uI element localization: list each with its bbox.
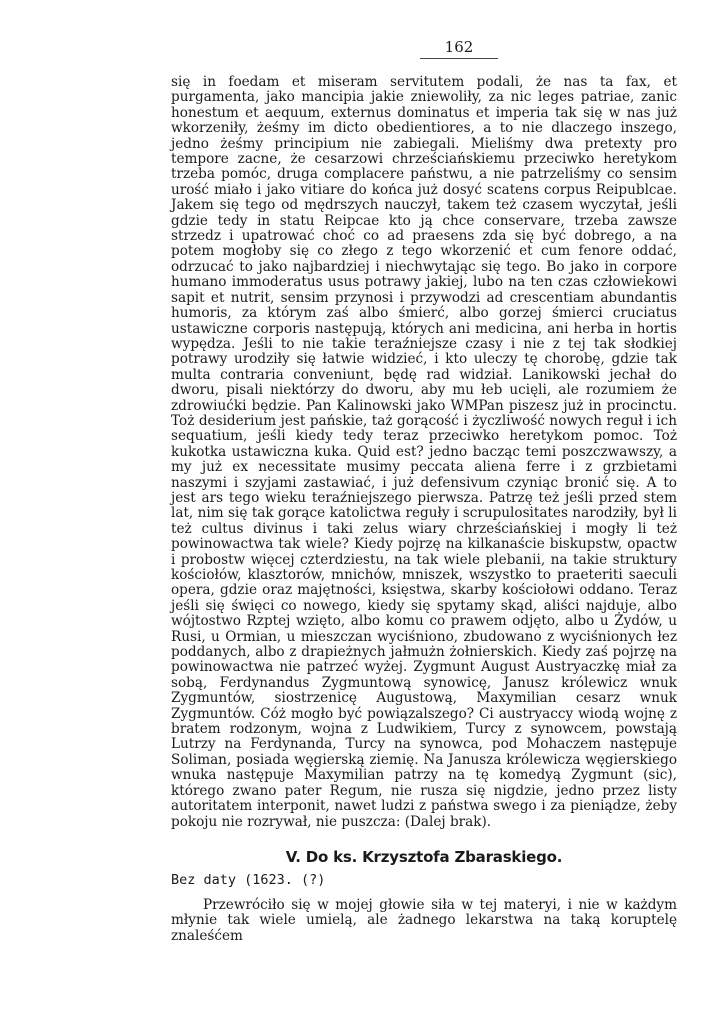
section-heading: V. Do ks. Krzysztofa Zbaraskiego.	[285, 847, 563, 866]
letter-paragraph-continued: się in foedam et miseram servitutem podali, że nas ta fax, et purgamenta, jako mancipia jakie zniewoliły, za nic leges patriae, zanic honestum et aequum, externus dominatus et imperia tak się w nas już wkorzeniły, żeśmy im dicto obedientiores, a to nie dlaczego inszego, jedno żeśmy principium nie zabiegali. Mieliśmy dwa pretexty pro tempore zacne, że cesarzowi chrześciańskiemu przeciwko heretykom trzeba pomóc, druga complacere państwu, a nie patrzeliśmy co sensim urość miało i jako vitiare do końca już dosyć scatens corpus Reipublcae. Jakem się tego od mędrszych nauczył, takem też czasem wyczytał, jeśli gdzie tedy in statu Reipcae kto ją chce conservare, trzeba zawsze strzedz i upatrować choć co ad praesens zda się być dobrego, a na potem mogłoby się co złego z tego wkorzenić et cum fenore oddać, odrzucać to jako najbardziej i niechwytając się tego. Bo jako in corpore humano immoderatus usus potrawy jakiej, lubo na ten czas człowiekowi sapit et nutrit, sensim przynosi i przywodzi ad crescentiam abundantis humoris, za którym zaś albo śmierć, albo gorzej śmierci cruciatus ustawiczne corporis następują, których ani medicina, ani herba in hortis wypędza. Jeśli to nie takie teraźniejsze czasy i nie z tej tak słodkiej potrawy urodziły się łatwie widzieć, i kto uleczy tę chorobę, gdzie tak multa contraria conveniunt, będę rad widział. Lanikowski jechał do dworu, pisali niektórzy do dworu, aby mu łeb ucięli, ale rozumiem że zdrowiućki będzie. Pan Kalinowski jako WMPan piszesz już in procinctu. Toż desiderium jest pańskie, taż gorącość i życzliwość nowych reguł i ich sequatium, jeśli kiedy tedy teraz przeciwko heretykom pomoc. Toż kukotka ustawiczna kuka. Quid est? jedno bacząc temi poszczwawszy, a my już ex necessitate musimy peccata aliena ferre i z grzbietami naszymi i szyjami zastawiać, i już defensivum czyniąc bronić się. A to jest ars tego wieku teraźniejszego pierwsza. Patrzę też jeśli przed stem lat, nim się tak gorące katolictwa reguły i scrupulositates narodziły, był li też cultus divinus i taki zelus wiary chrześciańskiej i mogły li też powinowactwa tak wiele? Kiedy pojrzę na kilkanaście biskupstw, opactw i probostw więcej czterdziestu, na tak wiele plebanii, na takie struktury kościołów, klasztorów, mnichów, mniszek, wszystko to praeteriti saeculi opera, gdzie oraz majętności, księstwa, skarby kościołowi oddano. Teraz jeśli się święci co nowego, kiedy się spytamy skąd, aliści najduje, albo wójtostwo Rzptej wzięto, albo komu co prawem odjęto, albo u Żydów, u Rusi, u Ormian, u mieszczan wyciśniono, zbudowano z wyciśnionych łez poddanych, albo z drapieżnych jałmużn żołnierskich. Kiedy zaś pojrzę na powinowactwa nie patrzeć wyżej. Zygmunt August Austryaczkę miał za sobą, Ferdynandus Zygmuntową synowicę, Janusz królewicz wnuk Zygmuntów, siostrzenicę Augustową, Maxymilian cesarz wnuk Zygmuntów. Cóż mogło być powiązalszego? Ci austryaccy wiodą wojnę z bratem rodzonym, wojna z Ludwikiem, Turcy z synowcem, powstają Lutrzy na Ferdynanda, Turcy na synowca, pod Mohaczem następuje Soliman, posiada węgierską ziemię. Na Janusza królewicza węgierskiego wnuka następuje Maxymilian patrzy na tę komedyą Zygmunt (sic), którego zwano pater Regum, nie rusza się nigdzie, jedno przez listy autoritatem interponit, nawet ludzi z państwa swego i za pieniądze, żeby pokoju nie rozrywał, nie puszcza: (Dalej brak).	[171, 74, 677, 830]
letter-paragraph-start: Przewróciło się w mojej głowie siła w tej materyi, i nie w każdym młynie tak wiele umielą, ale żadnego lekarstwa na taką koruptelę znaleśćem	[171, 896, 677, 944]
document-page	[171, 38, 677, 944]
page-number: 162	[444, 38, 474, 56]
letter-date: Bez daty (1623. (?)	[171, 871, 326, 888]
page-number-rule	[420, 58, 498, 59]
